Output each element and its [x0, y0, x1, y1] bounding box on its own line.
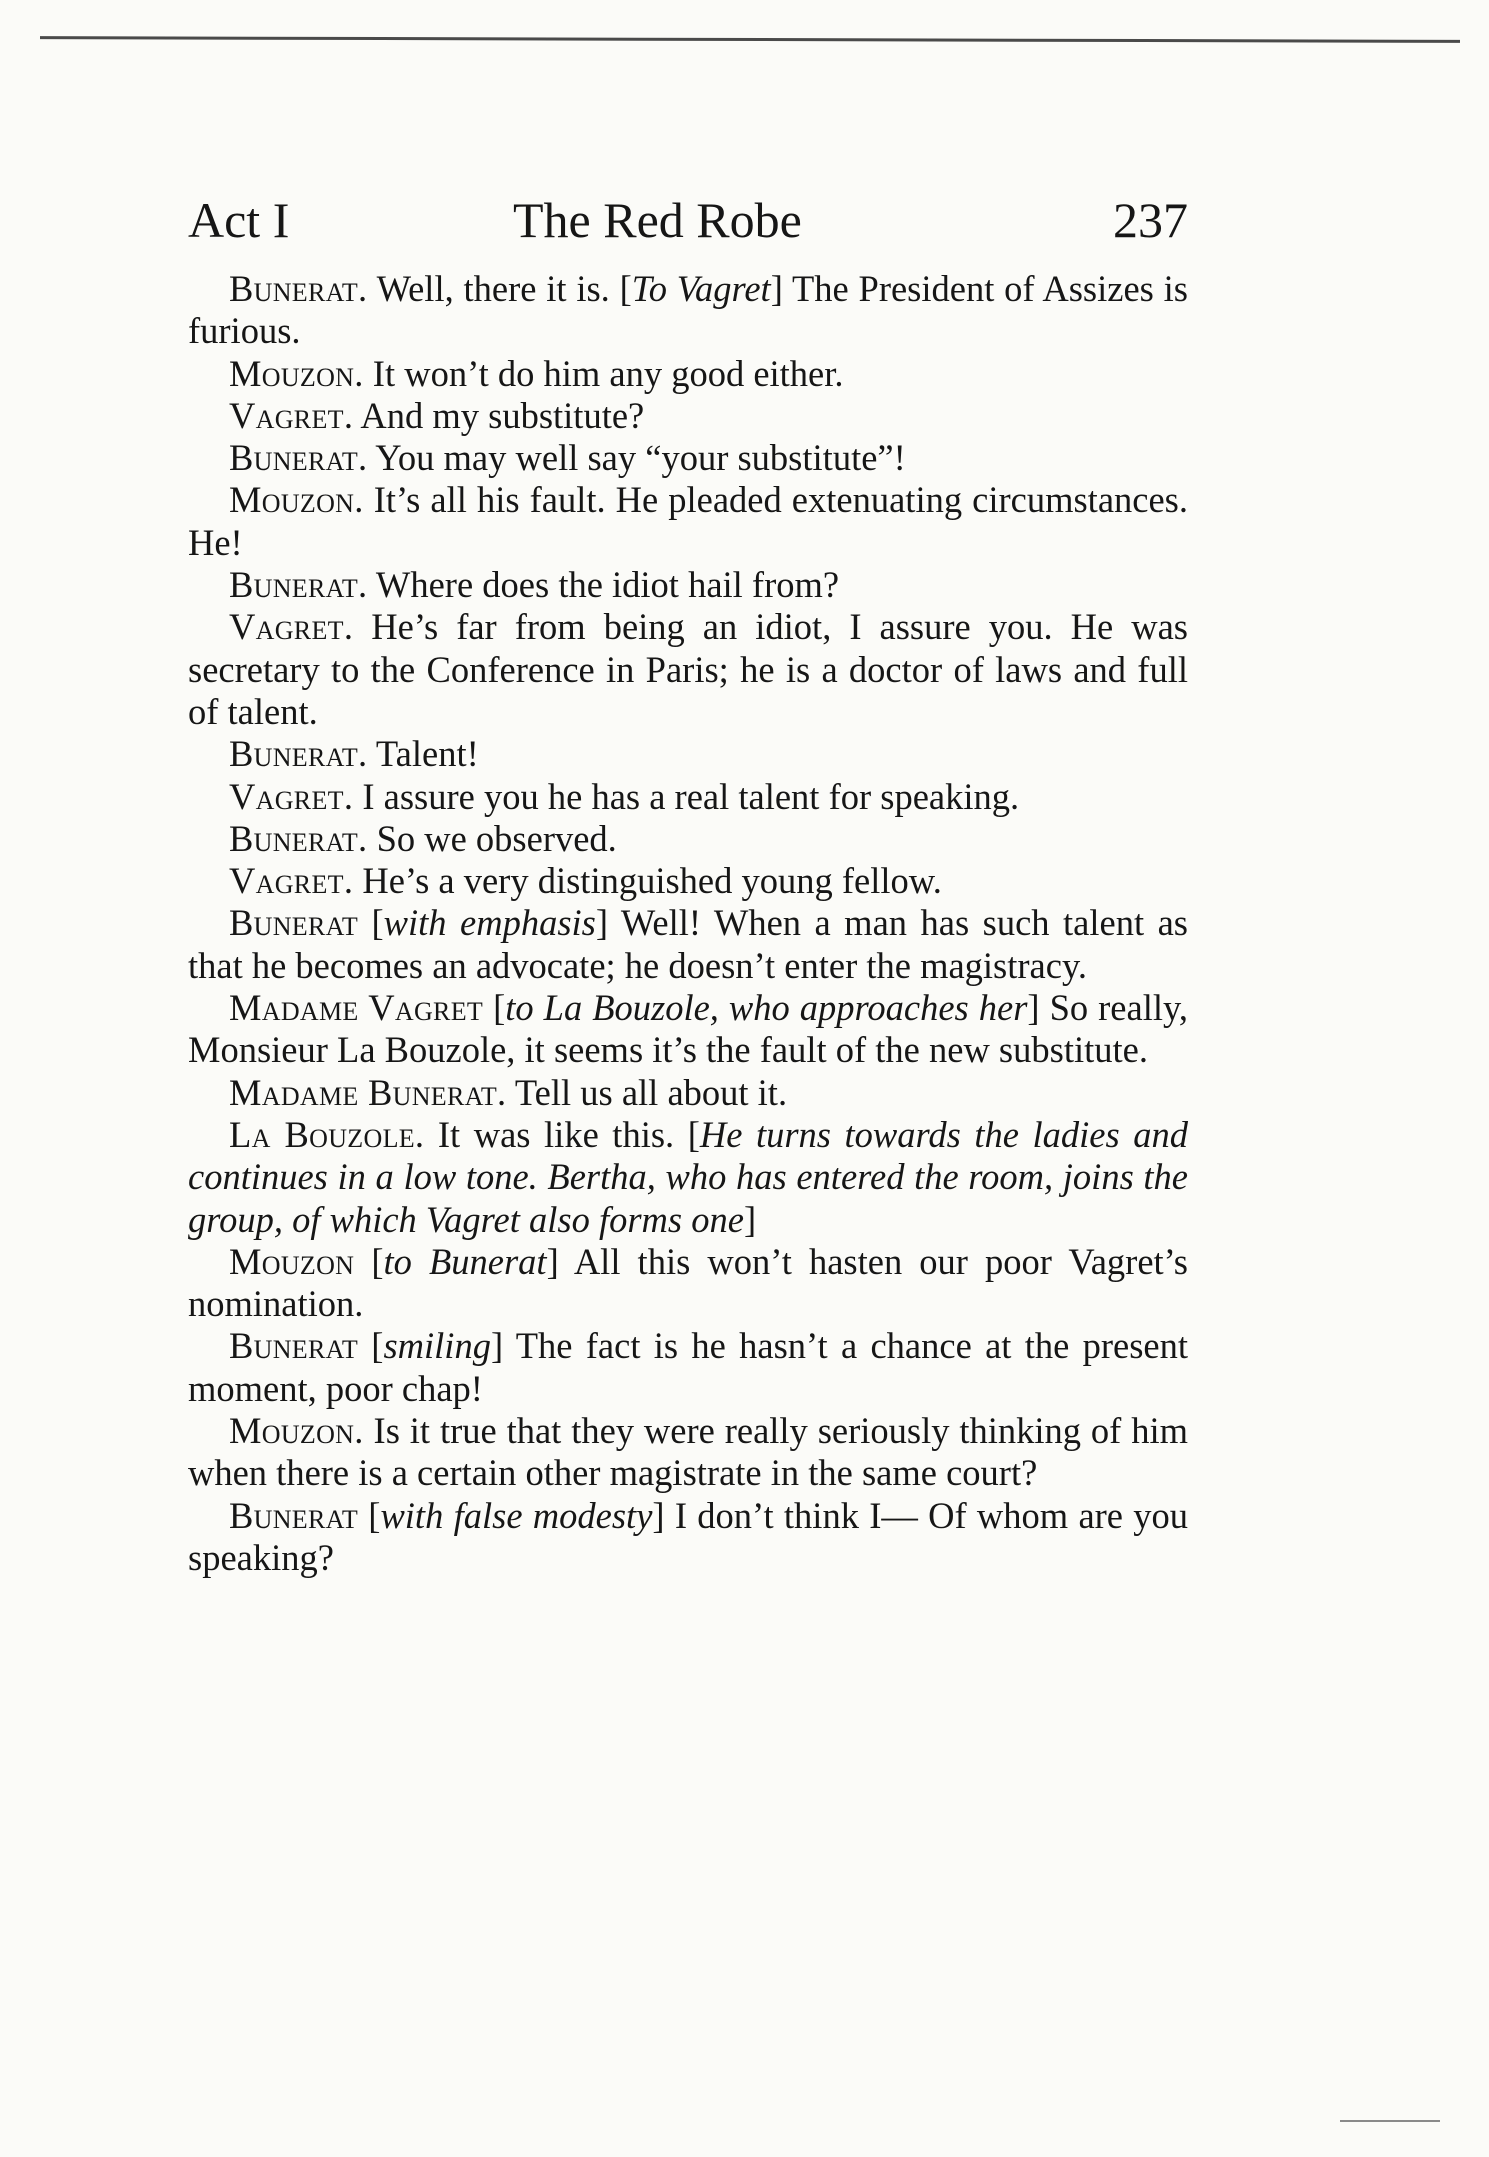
act-label: Act I: [188, 192, 290, 248]
dialogue-line: [188, 606, 1188, 733]
stage-direction: smiling: [383, 1325, 491, 1367]
speaker-name: Mouzon.: [229, 479, 364, 521]
speaker-name: Bunerat.: [229, 437, 368, 479]
line-text: You may well say “your substitute”!: [367, 437, 906, 479]
dialogue-line: [188, 733, 1188, 775]
speaker-name: Vagret.: [229, 606, 354, 648]
speaker-name: Bunerat.: [229, 268, 368, 309]
line-text: So we observed.: [367, 817, 617, 859]
line-text: He’s a very distinguished young fellow.: [353, 860, 942, 902]
speaker-name: Bunerat: [229, 1494, 358, 1536]
line-text: It’s all his fault. He pleaded extenuating circumstances. He!: [188, 479, 1188, 563]
book-page: [188, 190, 1188, 1579]
page-number: 237: [1113, 192, 1188, 248]
line-text-cont: ] All this won’t hasten our poor Vagret’s nomination.: [188, 1240, 1188, 1325]
line-text: And my substitute?: [353, 394, 645, 436]
line-text-cont: ] The President of Assizes is furious.: [188, 268, 1188, 352]
line-text: Where does the idiot hail from?: [367, 564, 840, 606]
line-text: Well, there it is. [: [367, 268, 632, 309]
line-text-cont: ] Well! When a man has such talent as that he becomes an advocate; he doesn’t enter the magistracy.: [188, 902, 1189, 986]
dialogue-line: [188, 1495, 1188, 1580]
dialogue-line: [188, 902, 1188, 987]
dialogue-line: [188, 1114, 1188, 1241]
stage-direction: with false modesty: [380, 1494, 653, 1536]
line-text-cont: ]: [743, 1198, 757, 1240]
speaker-name: Vagret.: [229, 394, 354, 436]
line-text: It won’t do him any good either.: [363, 352, 844, 394]
stage-direction: To Vagret: [631, 268, 771, 309]
line-text: It was like this. [: [424, 1113, 700, 1155]
line-text: He’s far from being an idiot, I assure you. He was secretary to the Conference in Paris; he is a doctor of laws and full of talent.: [188, 606, 1188, 732]
bottom-rule: [1340, 2120, 1440, 2122]
speaker-name: Madame Bunerat.: [229, 1071, 507, 1113]
line-text: Tell us all about it.: [506, 1071, 788, 1113]
line-text: [: [358, 1494, 381, 1536]
top-rule: [40, 36, 1460, 43]
line-text-cont: ] So really, Monsieur La Bouzole, it seems it’s the fault of the new substitute.: [188, 987, 1188, 1071]
speaker-name: Bunerat: [229, 1325, 358, 1367]
dialogue-line: [188, 1325, 1188, 1410]
dialogue-line: [188, 479, 1188, 564]
dialogue-line: [188, 1410, 1188, 1495]
dialogue-line: [188, 268, 1188, 353]
speaker-name: Bunerat.: [229, 564, 368, 606]
dialogue-line: [188, 564, 1188, 606]
line-text: [: [358, 902, 384, 944]
dialogue-line: [188, 437, 1188, 479]
speaker-name: Madame Vagret: [229, 987, 484, 1029]
speaker-name: Bunerat.: [229, 817, 368, 859]
speaker-name: Vagret.: [229, 860, 354, 902]
dialogue-text: [188, 268, 1188, 1579]
dialogue-line: [188, 395, 1188, 437]
line-text: [: [483, 987, 506, 1029]
stage-direction: with emphasis: [383, 902, 596, 944]
speaker-name: Vagret.: [229, 775, 354, 817]
dialogue-line: [188, 1241, 1188, 1326]
line-text-cont: ] The fact is he hasn’t a chance at the present moment, poor chap!: [188, 1325, 1188, 1409]
speaker-name: Bunerat.: [229, 733, 368, 775]
line-text: [: [358, 1325, 384, 1367]
stage-direction: to La Bouzole, who approaches her: [505, 987, 1028, 1029]
dialogue-line: [188, 353, 1188, 395]
stage-direction: to Bunerat: [383, 1240, 547, 1282]
running-header: [188, 190, 1188, 268]
line-text: I assure you he has a real talent for speaking.: [353, 775, 1020, 817]
dialogue-line: [188, 1072, 1188, 1114]
speaker-name: Bunerat: [229, 902, 358, 944]
line-text: Is it true that they were really seriously thinking of him when there is a certain other magistrate in the same court?: [188, 1410, 1188, 1494]
dialogue-line: [188, 776, 1188, 818]
speaker-name: Mouzon.: [229, 1410, 364, 1452]
dialogue-line: [188, 987, 1188, 1072]
line-text: Talent!: [367, 733, 479, 775]
dialogue-line: [188, 860, 1188, 902]
speaker-name: La Bouzole.: [229, 1113, 425, 1155]
book-title: The Red Robe: [513, 192, 802, 248]
speaker-name: Mouzon: [229, 1240, 355, 1282]
speaker-name: Mouzon.: [229, 352, 364, 394]
line-text-cont: ] I don’t think I— Of whom are you speaking?: [188, 1494, 1189, 1578]
stage-direction: He turns towards the ladies and continues in a low tone. Bertha, who has entered the room, joins the group, of which Vagret also forms one: [188, 1113, 1188, 1240]
dialogue-line: [188, 818, 1188, 860]
line-text: [: [354, 1240, 384, 1282]
